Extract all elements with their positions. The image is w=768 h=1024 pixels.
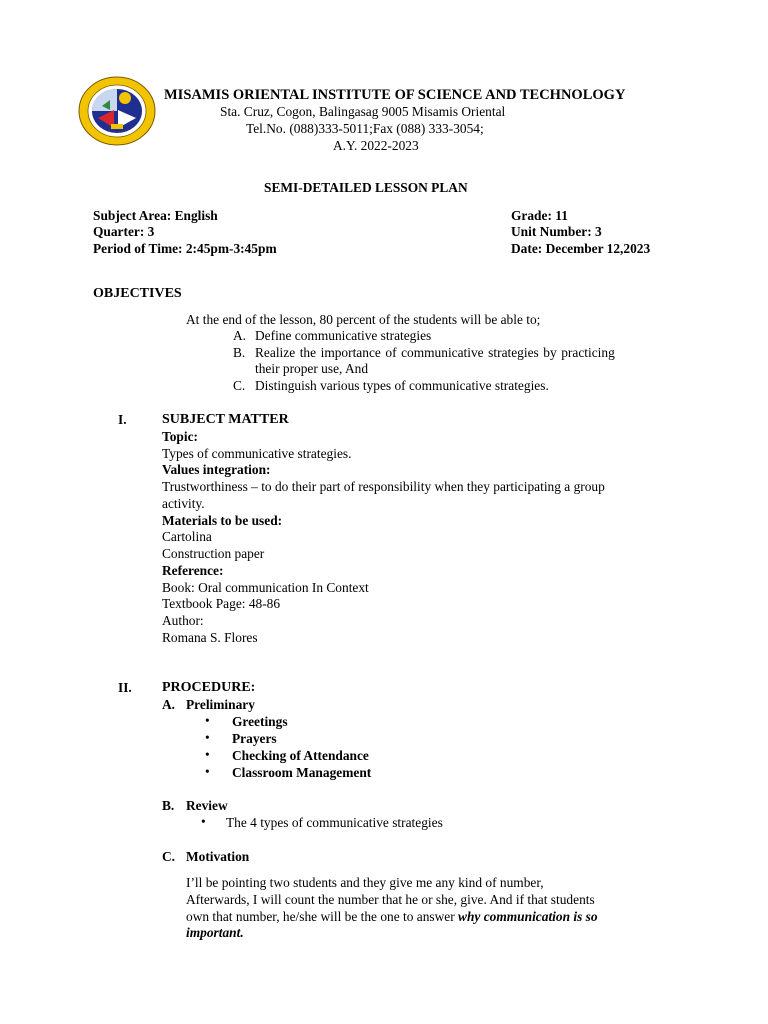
reference-book: Book: Oral communication In Context [162, 580, 369, 595]
preliminary-label: Preliminary [186, 697, 255, 712]
objective-item-continued: their proper use, And [255, 361, 369, 376]
materials-label: Materials to be used: [162, 513, 283, 528]
motivation-marker: C. [162, 849, 176, 864]
unit-number: Unit Number: 3 [511, 224, 602, 239]
bullet-icon: • [205, 764, 210, 779]
objective-marker: B. [233, 345, 246, 360]
institution-contact: Tel.No. (088)333-5011;Fax (088) 333-3054; [246, 121, 484, 136]
bullet-icon: • [205, 730, 210, 745]
period-of-time: Period of Time: 2:45pm-3:45pm [93, 241, 277, 256]
procedure-heading: PROCEDURE: [162, 680, 256, 695]
preliminary-item: Classroom Management [232, 765, 372, 780]
section-numeral: I. [118, 412, 127, 427]
objectives-heading: OBJECTIVES [93, 286, 182, 301]
bullet-icon: • [205, 713, 210, 728]
institution-name: MISAMIS ORIENTAL INSTITUTE OF SCIENCE AND TECHNOLOGY [164, 87, 626, 103]
review-label: Review [186, 798, 228, 813]
date: Date: December 12,2023 [511, 241, 651, 256]
objectives-intro: At the end of the lesson, 80 percent of the students will be able to; [186, 312, 541, 327]
author-label: Author: [162, 613, 204, 628]
motivation-emphasis: why communication is so [458, 909, 598, 924]
motivation-text: I’ll be pointing two students and they give me any kind of number, [186, 875, 544, 890]
preliminary-item: Checking of Attendance [232, 748, 369, 763]
topic-text: Types of communicative strategies. [162, 446, 352, 461]
subject-area: Subject Area: English [93, 208, 218, 223]
academic-year: A.Y. 2022-2023 [333, 138, 419, 153]
bullet-icon: • [205, 747, 210, 762]
objective-item: Distinguish various types of communicative strategies. [255, 378, 549, 393]
review-item: The 4 types of communicative strategies [226, 815, 443, 830]
values-label: Values integration: [162, 462, 271, 477]
reference-page: Textbook Page: 48-86 [162, 596, 281, 611]
institution-address: Sta. Cruz, Cogon, Balingasag 9005 Misamis Oriental [220, 104, 506, 119]
section-numeral: II. [118, 680, 132, 695]
preliminary-marker: A. [162, 697, 176, 712]
bullet-icon: • [201, 814, 206, 829]
document-title: SEMI-DETAILED LESSON PLAN [264, 180, 468, 195]
values-text: Trustworthiness – to do their part of responsibility when they participating a group [162, 479, 605, 494]
objective-item: Define communicative strategies [255, 328, 432, 343]
reference-label: Reference: [162, 563, 224, 578]
motivation-emphasis-continued: important. [186, 925, 244, 940]
preliminary-item: Greetings [232, 714, 288, 729]
preliminary-item: Prayers [232, 731, 277, 746]
review-marker: B. [162, 798, 175, 813]
material-item: Construction paper [162, 546, 265, 561]
author-name: Romana S. Flores [162, 630, 258, 645]
material-item: Cartolina [162, 529, 212, 544]
objective-marker: C. [233, 378, 246, 393]
grade: Grade: 11 [511, 208, 568, 223]
motivation-text: Afterwards, I will count the number that he or she, give. And if that students [186, 892, 595, 907]
motivation-text [186, 909, 598, 926]
values-text-continued: activity. [162, 496, 205, 511]
objective-marker: A. [233, 328, 247, 343]
topic-label: Topic: [162, 429, 198, 444]
objective-item: Realize the importance of communicative strategies by practicing [255, 345, 615, 360]
motivation-text-plain: own that number, he/she will be the one to answer [186, 909, 459, 924]
institution-seal-logo [78, 76, 156, 146]
quarter: Quarter: 3 [93, 224, 155, 239]
motivation-label: Motivation [186, 849, 250, 864]
subject-matter-heading: SUBJECT MATTER [162, 412, 289, 427]
